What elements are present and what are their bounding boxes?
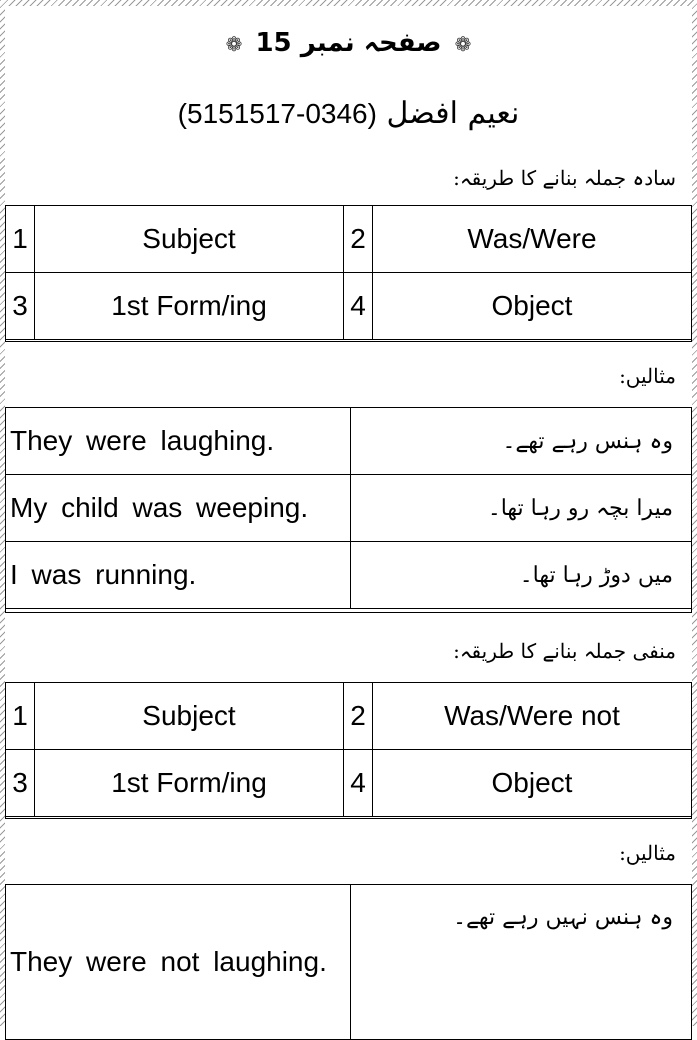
table-row — [6, 408, 692, 475]
section1-examples-heading: مثالیں: — [619, 364, 676, 388]
formula-number: 4 — [344, 273, 373, 340]
author-line — [5, 96, 692, 131]
table-row — [6, 206, 692, 273]
formula-number: 2 — [344, 206, 373, 273]
section1-examples-table — [5, 407, 692, 609]
table-row — [6, 542, 692, 609]
author-name: نعیم افضل — [386, 96, 520, 131]
example-english: I was running. — [6, 542, 351, 609]
table-row — [6, 475, 692, 542]
section2-examples-table — [5, 884, 692, 1040]
example-english: They were laughing. — [6, 408, 351, 475]
section2-heading: منفی جملہ بنانے کا طریقہ: — [453, 639, 676, 663]
formula-number: 2 — [344, 683, 373, 750]
example-urdu: میں دوڑ رہا تھا۔ — [351, 542, 692, 609]
page-label: صفحہ نمبر — [300, 28, 442, 58]
formula-cell: Subject — [35, 683, 344, 750]
section1-examples-band — [5, 341, 692, 408]
formula-number: 1 — [6, 206, 35, 273]
formula-cell: Was/Were not — [373, 683, 692, 750]
formula-number: 1 — [6, 683, 35, 750]
formula-cell: 1st Form/ing — [35, 273, 344, 340]
page-number-title — [5, 28, 692, 58]
formula-cell: 1st Form/ing — [35, 750, 344, 817]
section2-formula-table — [5, 682, 692, 817]
table-row — [6, 885, 692, 1040]
example-urdu: میرا بچہ رو رہا تھا۔ — [351, 475, 692, 542]
ornament-icon: ❁ — [225, 32, 243, 56]
formula-cell: Object — [373, 750, 692, 817]
section2-examples-band — [5, 818, 692, 885]
formula-cell: Was/Were — [373, 206, 692, 273]
table-row — [6, 750, 692, 817]
example-english: They were not laughing. — [6, 885, 351, 1040]
example-english: My child was weeping. — [6, 475, 351, 542]
section1-heading: سادہ جملہ بنانے کا طریقہ: — [453, 166, 676, 190]
table-row — [6, 273, 692, 340]
formula-cell: Subject — [35, 206, 344, 273]
formula-number: 3 — [6, 273, 35, 340]
header — [5, 6, 692, 206]
section2-heading-band — [5, 612, 692, 683]
author-phone: (0346-5151517) — [177, 98, 377, 129]
formula-cell: Object — [373, 273, 692, 340]
section1-formula-table — [5, 205, 692, 340]
section2-examples-heading: مثالیں: — [619, 841, 676, 865]
example-urdu: وہ ہنس نہیں رہے تھے۔ — [351, 885, 692, 1040]
formula-number: 3 — [6, 750, 35, 817]
example-urdu: وہ ہنس رہے تھے۔ — [351, 408, 692, 475]
formula-number: 4 — [344, 750, 373, 817]
page-number: 15 — [255, 28, 292, 58]
table-row — [6, 683, 692, 750]
ornament-icon: ❁ — [454, 32, 472, 56]
